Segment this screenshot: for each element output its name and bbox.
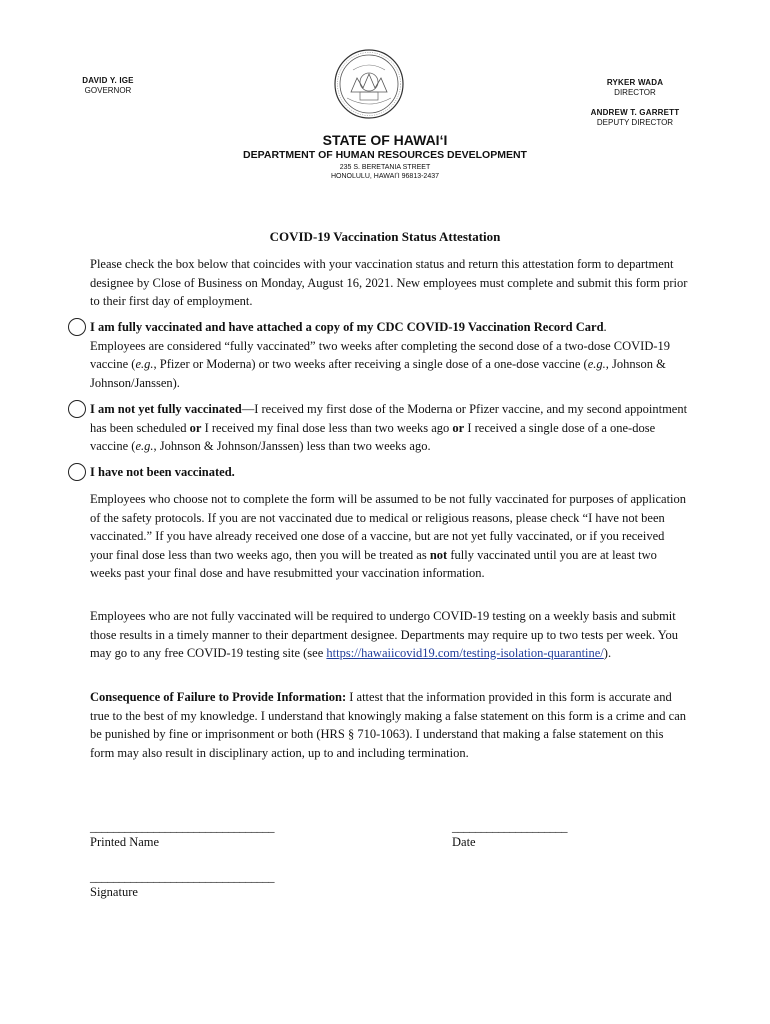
- unvaccinated-paragraph: Employees who choose not to complete the form will be assumed to be not fully vaccinated for purposes of application of the safety protocols. If you are not vaccinated due to medical or religious reasons, please check “I have not been vaccinated.” If you have already received one dose of a vaccine, but are not yet fully vaccinated, or if you received your final dose less than two weeks ago, then you will be treated as not fully vaccinated until you are at least two weeks past your final dose and have resubmitted your vaccination information.: [90, 492, 687, 580]
- state-seal-icon: [333, 48, 405, 120]
- testing-paragraph: Employees who are not fully vaccinated will be required to undergo COVID-19 testing on a weekly basis and submit those results in a timely manner to their department designee. Departments may require up to two tests per week. You may go to any free COVID-19 testing site (see https://hawaiicovid19.com/testing-isolation-quarantine/).: [90, 609, 679, 660]
- option-fully-vaccinated-text: I am fully vaccinated and have attached a copy of my CDC COVID-19 Vaccination Record Card. Employees are considered “fully vaccinated” two weeks after completing the second dose of a two-dose COVID-19 vaccine (e.g., Pfizer or Moderna) or two weeks after receiving a single dose of a one-dose vaccine (e.g., Johnson & Johnson/Janssen).: [90, 320, 671, 390]
- consequence-heading: Consequence of Failure to Provide Information:: [90, 690, 347, 704]
- not-vaccinated-radio[interactable]: [68, 463, 86, 481]
- consequence-paragraph: Consequence of Failure to Provide Information: I attest that the information provided in this form is accurate and true to the best of my knowledge. I understand that knowingly making a false statement on this form is a crime and can be punished by fine or imprisonment or both (HRS § 710-1063). I understand that making a false statement on this form may also result in disciplinary action, up to and including termination.: [90, 690, 687, 760]
- fully-vaccinated-radio[interactable]: [68, 318, 86, 336]
- option-not-vaccinated: [68, 463, 690, 482]
- governor-name: DAVID Y. IGE: [82, 76, 134, 85]
- address-line-2: HONOLULU, HAWAIʻI 96813-2437: [330, 173, 440, 180]
- governor-title: GOVERNOR: [84, 86, 132, 95]
- testing-site-link[interactable]: https://hawaiicovid19.com/testing-isolation-quarantine/: [326, 646, 604, 660]
- date-label: Date: [452, 835, 476, 849]
- intro-paragraph: Please check the box below that coincides with your vaccination status and return this attestation form to department designee by Close of Business on Monday, August 16, 2021. New employees must complete and submit this form prior to their first day of employment.: [90, 257, 688, 308]
- form-title: COVID-19 Vaccination Status Attestation: [269, 229, 501, 244]
- option-fully-vaccinated: [68, 318, 690, 392]
- option-not-vaccinated-label: I have not been vaccinated.: [90, 465, 235, 479]
- deputy-director-title: DEPUTY DIRECTOR: [596, 118, 674, 127]
- director-name: RYKER WADA: [606, 78, 664, 87]
- option-not-yet-fully-vaccinated: [68, 400, 690, 456]
- department-address: [160, 163, 610, 181]
- department-name: DEPARTMENT OF HUMAN RESOURCES DEVELOPMENT: [243, 149, 527, 161]
- not-yet-fully-vaccinated-radio[interactable]: [68, 400, 86, 418]
- option-fully-vaccinated-label: I am fully vaccinated and have attached a copy of my CDC COVID-19 Vaccination Record Card: [90, 320, 604, 334]
- printed-name-field[interactable]: ________________________________: [90, 820, 274, 834]
- printed-name-label: Printed Name: [90, 835, 160, 849]
- option-not-yet-fully-vaccinated-text: I am not yet fully vaccinated—I received my first dose of the Moderna or Pfizer vaccine, and my second appointment has been scheduled or I received my final dose less than two weeks ago or I received a single dose of a one-dose vaccine (e.g., Johnson & Johnson/Janssen) less than two weeks ago.: [90, 402, 688, 453]
- state-name: STATE OF HAWAIʻI: [322, 132, 448, 148]
- director-block: [560, 78, 710, 128]
- address-line-1: 235 S. BERETANIA STREET: [339, 164, 431, 171]
- governor-block: [68, 76, 148, 96]
- signature-label: Signature: [90, 885, 138, 899]
- date-field[interactable]: ____________________: [452, 820, 567, 834]
- option-not-yet-fully-vaccinated-label: I am not yet fully vaccinated: [90, 402, 242, 416]
- director-title: DIRECTOR: [614, 88, 656, 97]
- deputy-director-name: ANDREW T. GARRETT: [590, 108, 680, 117]
- signature-field[interactable]: ________________________________: [90, 870, 274, 884]
- option-not-vaccinated-text: [90, 463, 690, 482]
